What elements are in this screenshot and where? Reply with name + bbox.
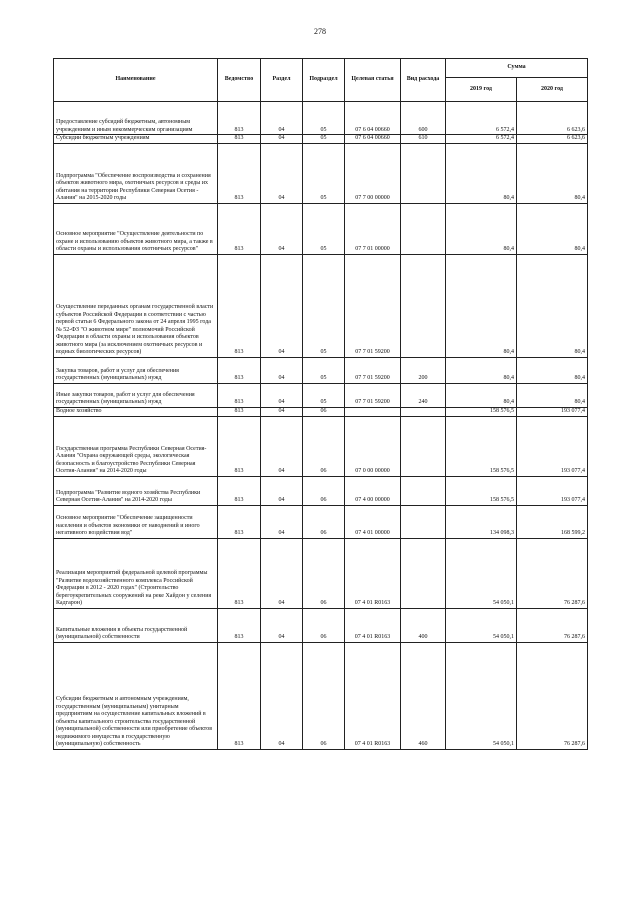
row-target: 07 6 04 00660 (345, 135, 401, 144)
row-section: 04 (261, 383, 303, 407)
row-sum-2020: 80,4 (517, 203, 588, 254)
row-section: 04 (261, 642, 303, 749)
row-ministry: 813 (218, 505, 261, 538)
row-section: 04 (261, 608, 303, 642)
header-ministry: Ведомство (218, 59, 261, 102)
row-sum-2019: 134 098,3 (446, 505, 517, 538)
table-row (54, 407, 588, 416)
row-target: 07 7 01 59200 (345, 254, 401, 357)
row-subsection: 06 (303, 407, 345, 416)
row-sum-2019: 158 576,5 (446, 416, 517, 476)
row-expense-type: 200 (401, 357, 446, 383)
row-section: 04 (261, 476, 303, 505)
row-sum-2020: 80,4 (517, 254, 588, 357)
row-ministry: 813 (218, 143, 261, 203)
row-expense-type: 240 (401, 383, 446, 407)
row-expense-type (401, 143, 446, 203)
row-name: Субсидии бюджетным учреждениям (54, 135, 218, 144)
row-expense-type: 460 (401, 642, 446, 749)
row-expense-type (401, 254, 446, 357)
row-target: 07 7 01 00000 (345, 203, 401, 254)
row-target: 07 7 01 59200 (345, 357, 401, 383)
row-target: 07 7 00 00000 (345, 143, 401, 203)
row-target: 07 0 00 00000 (345, 416, 401, 476)
row-target: 07 4 01 R0163 (345, 608, 401, 642)
row-subsection: 05 (303, 357, 345, 383)
row-expense-type (401, 538, 446, 608)
row-name: Подпрограмма "Развитие водного хозяйства Республики Северная Осетия-Алания" на 2014-2020 годы (54, 476, 218, 505)
row-name: Реализация мероприятий федеральной целевой программы "Развитие водохозяйственного комплекса Российской Федерации в 2012 - 2020 годах" (Строительство берегоукрепительных сооружений на реке Хайдон у селения Кадгарон) (54, 538, 218, 608)
row-target (345, 407, 401, 416)
row-sum-2019: 54 050,1 (446, 538, 517, 608)
table-body (54, 102, 588, 750)
row-sum-2019: 80,4 (446, 357, 517, 383)
budget-table (53, 58, 588, 750)
row-subsection: 05 (303, 135, 345, 144)
row-sum-2020: 6 623,6 (517, 135, 588, 144)
row-ministry: 813 (218, 538, 261, 608)
row-sum-2019: 80,4 (446, 143, 517, 203)
header-sum: Сумма (446, 59, 588, 78)
row-target: 07 4 01 R0163 (345, 538, 401, 608)
row-expense-type (401, 505, 446, 538)
row-sum-2020: 6 623,6 (517, 102, 588, 135)
table-row (54, 608, 588, 642)
row-sum-2020: 80,4 (517, 357, 588, 383)
row-sum-2020: 80,4 (517, 383, 588, 407)
row-subsection: 05 (303, 203, 345, 254)
row-sum-2019: 158 576,5 (446, 407, 517, 416)
table-row (54, 505, 588, 538)
table-row (54, 143, 588, 203)
row-ministry: 813 (218, 407, 261, 416)
table-row (54, 416, 588, 476)
table-row (54, 254, 588, 357)
row-subsection: 06 (303, 642, 345, 749)
row-name: Иные закупки товаров, работ и услуг для обеспечения государственных (муниципальных) нужд (54, 383, 218, 407)
row-section: 04 (261, 357, 303, 383)
row-name: Водное хозяйство (54, 407, 218, 416)
row-name: Осуществление переданных органам государственной власти субъектов Российской Федерации в соответствии с частью первой статьи 6 Федерального закона от 24 апреля 1995 года № 52-ФЗ "О животном мире" полномочий Российской Федерации в области охраны и использования объектов животного мира (за исключением охотничьих ресурсов и водных биологических ресурсов) (54, 254, 218, 357)
row-ministry: 813 (218, 416, 261, 476)
row-sum-2019: 158 576,5 (446, 476, 517, 505)
row-sum-2019: 54 050,1 (446, 642, 517, 749)
row-section: 04 (261, 505, 303, 538)
row-subsection: 05 (303, 143, 345, 203)
header-name: Наименование (54, 59, 218, 102)
table-row (54, 383, 588, 407)
row-sum-2020: 80,4 (517, 143, 588, 203)
row-name: Предоставление субсидий бюджетным, автономным учреждениям и иным некоммерческим организациям (54, 102, 218, 135)
row-name: Государственная программа Республики Северная Осетия-Алания "Охрана окружающей среды, экологическая безопасность и благоустройство Республики Северная Осетия-Алания" на 2014-2020 годы (54, 416, 218, 476)
row-sum-2020: 193 077,4 (517, 407, 588, 416)
row-sum-2020: 76 287,6 (517, 538, 588, 608)
row-sum-2020: 76 287,6 (517, 608, 588, 642)
row-sum-2020: 193 077,4 (517, 416, 588, 476)
row-sum-2019: 80,4 (446, 203, 517, 254)
row-subsection: 06 (303, 608, 345, 642)
row-ministry: 813 (218, 203, 261, 254)
row-expense-type (401, 476, 446, 505)
row-target: 07 4 01 00000 (345, 505, 401, 538)
row-ministry: 813 (218, 135, 261, 144)
table-row (54, 642, 588, 749)
header-expense-type: Вид расхода (401, 59, 446, 102)
row-subsection: 05 (303, 254, 345, 357)
row-section: 04 (261, 254, 303, 357)
row-subsection: 06 (303, 476, 345, 505)
header-section: Раздел (261, 59, 303, 102)
table-row (54, 357, 588, 383)
table-row (54, 203, 588, 254)
row-expense-type (401, 203, 446, 254)
row-sum-2019: 80,4 (446, 254, 517, 357)
row-target: 07 6 04 00660 (345, 102, 401, 135)
row-sum-2020: 193 077,4 (517, 476, 588, 505)
row-section: 04 (261, 407, 303, 416)
row-ministry: 813 (218, 357, 261, 383)
row-target: 07 7 01 59200 (345, 383, 401, 407)
row-sum-2019: 54 050,1 (446, 608, 517, 642)
row-ministry: 813 (218, 383, 261, 407)
table-row (54, 102, 588, 135)
row-name: Подпрограмма "Обеспечение воспроизводства и сохранения объектов животного мира, охотничьих ресурсов и среды их обитания на территории Республики Северная Осетия - Алания" на 2015-2020 годы (54, 143, 218, 203)
row-section: 04 (261, 538, 303, 608)
row-section: 04 (261, 203, 303, 254)
row-sum-2019: 6 572,4 (446, 135, 517, 144)
row-name: Основное мероприятие "Обеспечение защищенности населения и объектов экономики от наводнений и иного негативного воздействия вод" (54, 505, 218, 538)
row-section: 04 (261, 416, 303, 476)
row-expense-type (401, 416, 446, 476)
row-ministry: 813 (218, 642, 261, 749)
table-row (54, 538, 588, 608)
row-ministry: 813 (218, 608, 261, 642)
row-expense-type: 610 (401, 135, 446, 144)
table-row (54, 135, 588, 144)
header-2019: 2019 год (446, 78, 517, 102)
row-subsection: 06 (303, 416, 345, 476)
row-sum-2019: 80,4 (446, 383, 517, 407)
header-subsection: Подраздел (303, 59, 345, 102)
row-expense-type (401, 407, 446, 416)
row-name: Основное мероприятие "Осуществление деятельности по охране и использованию объектов животного мира, а также в области охраны и использования охотничьих ресурсов" (54, 203, 218, 254)
row-subsection: 06 (303, 505, 345, 538)
row-section: 04 (261, 143, 303, 203)
row-sum-2020: 168 599,2 (517, 505, 588, 538)
table-row (54, 476, 588, 505)
row-sum-2020: 76 287,6 (517, 642, 588, 749)
row-name: Капитальные вложения в объекты государственной (муниципальной) собственности (54, 608, 218, 642)
row-ministry: 813 (218, 476, 261, 505)
row-subsection: 05 (303, 102, 345, 135)
row-ministry: 813 (218, 254, 261, 357)
row-target: 07 4 01 R0163 (345, 642, 401, 749)
row-expense-type: 600 (401, 102, 446, 135)
row-expense-type: 400 (401, 608, 446, 642)
row-section: 04 (261, 135, 303, 144)
header-target: Целевая статья (345, 59, 401, 102)
row-target: 07 4 00 00000 (345, 476, 401, 505)
row-ministry: 813 (218, 102, 261, 135)
row-subsection: 06 (303, 538, 345, 608)
row-name: Субсидии бюджетным и автономным учреждениям, государственным (муниципальным) унитарным предприятиям на осуществление капитальных вложений в объекты капитального строительства государственной (муниципальной) собственности или приобретение объектов недвижимого имущества в государственную (муниципальную) собственность (54, 642, 218, 749)
row-subsection: 05 (303, 383, 345, 407)
row-name: Закупка товаров, работ и услуг для обеспечения государственных (муниципальных) нужд (54, 357, 218, 383)
row-section: 04 (261, 102, 303, 135)
header-2020: 2020 год (517, 78, 588, 102)
page-number: 278 (314, 27, 326, 36)
row-sum-2019: 6 572,4 (446, 102, 517, 135)
